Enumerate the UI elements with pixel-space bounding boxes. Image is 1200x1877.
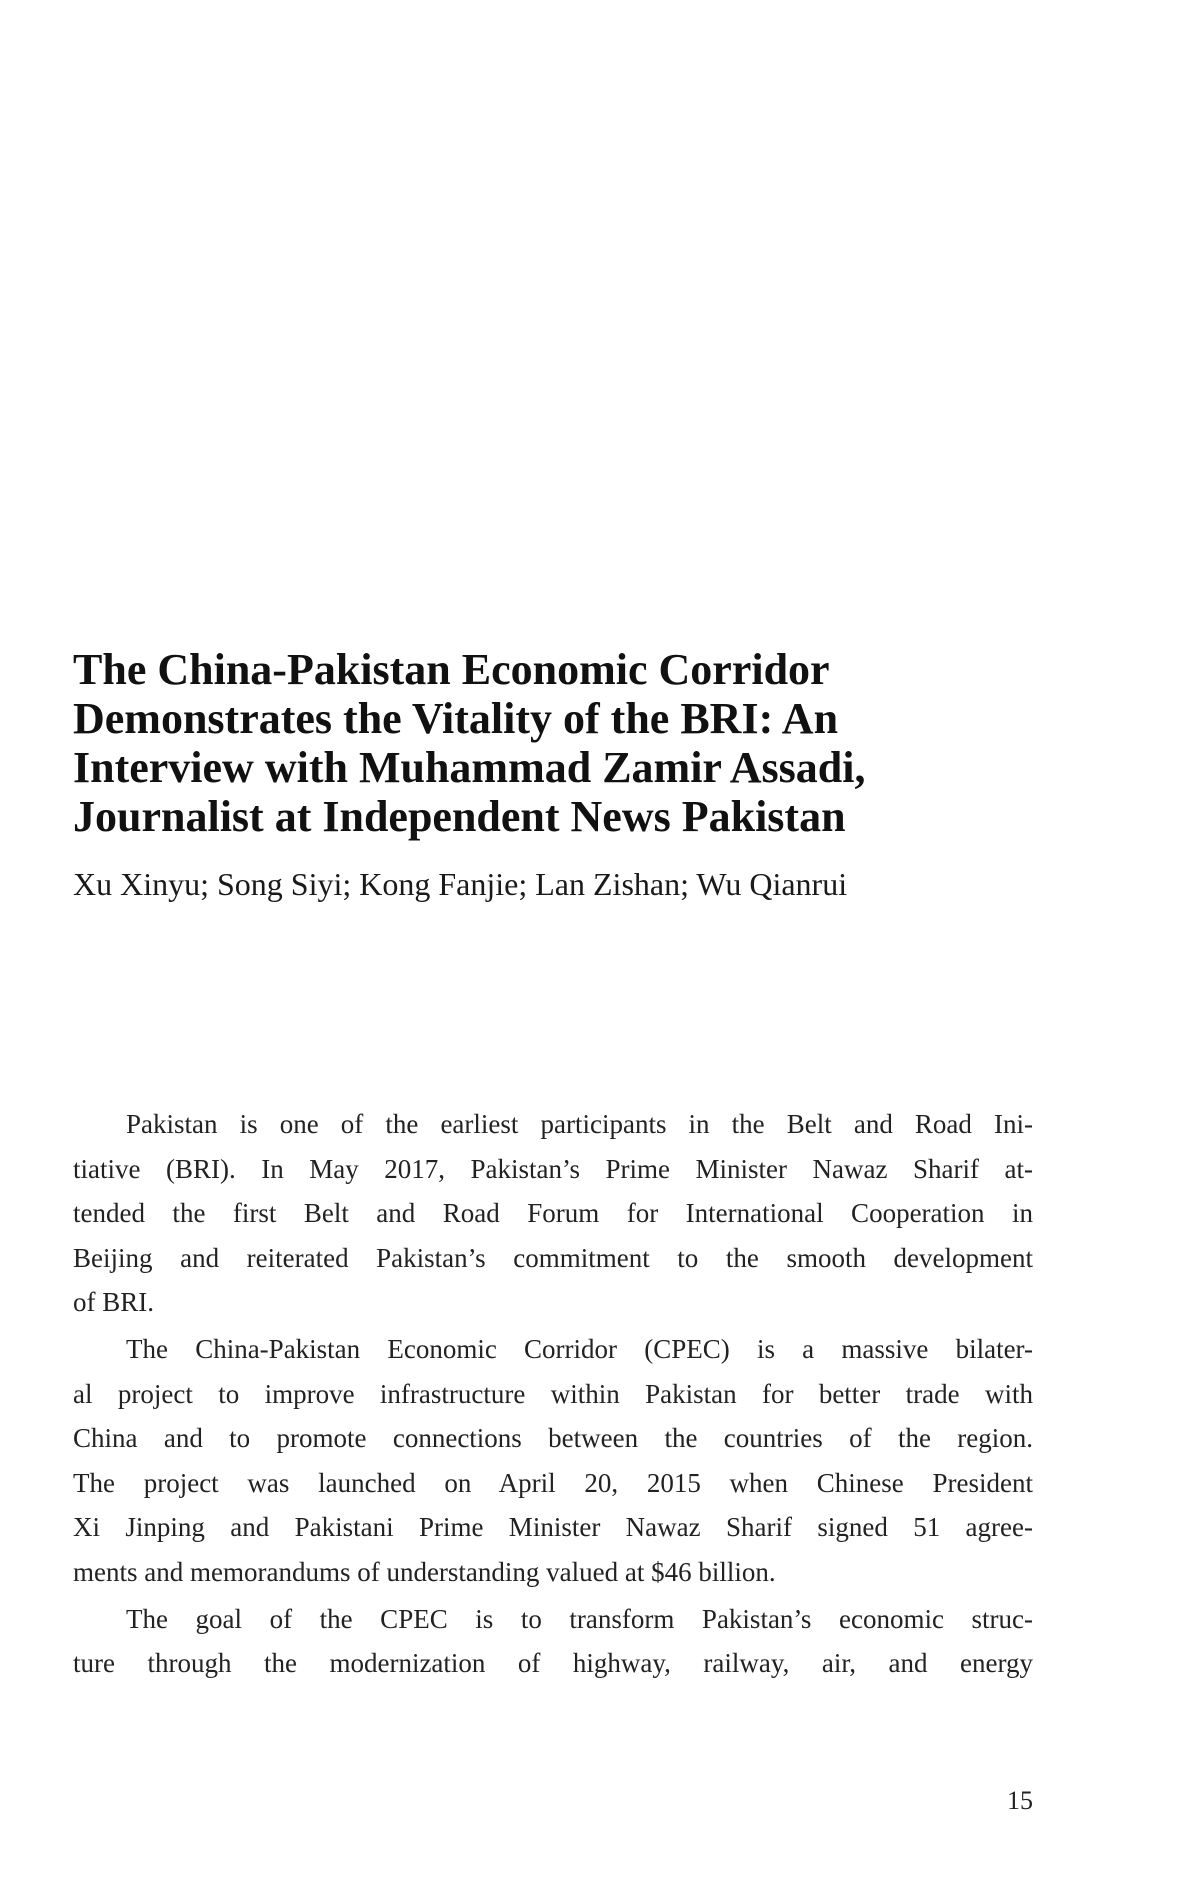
title-line: Journalist at Independent News Pakistan — [73, 792, 846, 841]
author-list: Xu Xinyu; Song Siyi; Kong Fanjie; Lan Zishan; Wu Qianrui — [73, 866, 848, 902]
text-line: al project to improve infrastructure within Pakistan for better trade with — [73, 1378, 1033, 1409]
paragraph — [73, 1597, 1033, 1686]
title-line: Demonstrates the Vitality of the BRI: An — [73, 694, 839, 743]
text-line: ture through the modernization of highway, railway, air, and energy — [73, 1648, 1033, 1679]
page-number: 15 — [1007, 1786, 1033, 1815]
text-line: tiative (BRI). In May 2017, Pakistan’s Prime Minister Nawaz Sharif at- — [73, 1153, 1033, 1184]
text-line: The goal of the CPEC is to transform Pakistan’s economic struc- — [126, 1603, 1033, 1634]
text-line: tended the first Belt and Road Forum for International Cooperation in — [73, 1198, 1033, 1229]
paragraph — [73, 1102, 1033, 1325]
text-line: ments and memorandums of understanding valued at $46 billion. — [73, 1556, 776, 1587]
text-line: The project was launched on April 20, 2015 when Chinese President — [73, 1467, 1033, 1498]
article-body — [73, 1102, 1033, 1688]
text-line: Beijing and reiterated Pakistan’s commitment to the smooth development — [73, 1242, 1033, 1273]
article-title — [73, 645, 1073, 841]
paragraph — [73, 1327, 1033, 1595]
text-line: of BRI. — [73, 1287, 154, 1318]
text-line: The China-Pakistan Economic Corridor (CPEC) is a massive bilater- — [126, 1333, 1033, 1364]
text-line: China and to promote connections between the countries of the region. — [73, 1423, 1033, 1454]
text-line: Xi Jinping and Pakistani Prime Minister Nawaz Sharif signed 51 agree- — [73, 1512, 1033, 1543]
title-line: The China-Pakistan Economic Corridor — [73, 645, 830, 694]
text-line: Pakistan is one of the earliest participants in the Belt and Road Ini- — [126, 1109, 1033, 1139]
title-line: Interview with Muhammad Zamir Assadi, — [73, 743, 866, 792]
